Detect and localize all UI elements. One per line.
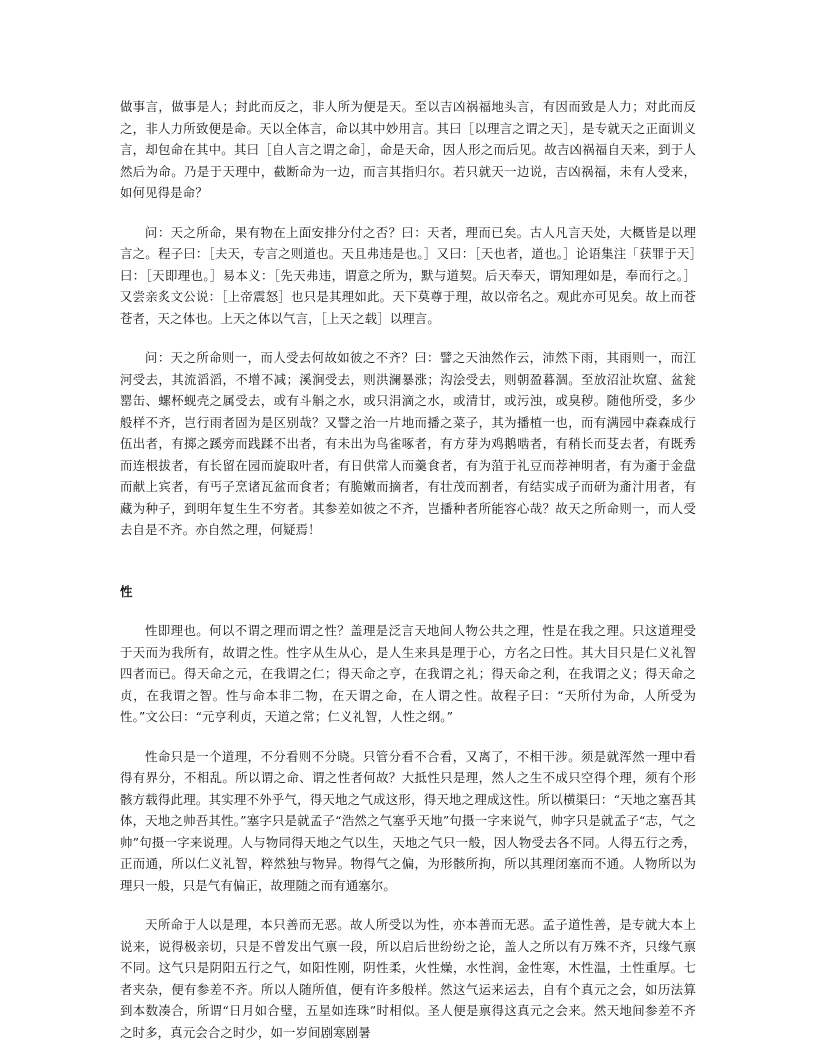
paragraph: 性命只是一个道理，不分看则不分晓。只管分看不合看，又离了，不相干涉。须是就浑然一理中看得有界分，不相乱。所以谓之命、谓之性者何故？大抵性只是理，然人之生不成只空得个理，须有个形骸方载得此理。其实理不外乎气，得天地之气成这形，得天地之理成这性。所以横渠曰：“天地之塞吾其体，天地之帅吾其性。”塞字只是就孟子“浩然之气塞乎天地”句摄一字来说气，帅字只是就孟子“志，气之帅”句摄一字来说理。人与物同得天地之气以生，天地之气只一般，因人物受去各不同。人得五行之秀，正而通，所以仁义礼智，粹然独与物异。物得气之偏，为形骸所拘，所以其理闭塞而不通。人物所以为理只一般，只是气有偏正，故理随之而有通塞尔。: [120, 748, 696, 893]
paragraph-spacer: [120, 329, 696, 347]
paragraph: 问：天之所命，果有物在上面安排分付之否？曰：天者，理而已矣。古人凡言天处，大概皆是以理言之。程子曰：［夫天，专言之则道也。天且弗违是也。］又曰：［天也者，道也。］论语集注「获罪于天］曰：［天即理也。］易本义：［先天弗违，谓意之所为，默与道契。后天奉天，谓知理如是，奉而行之。］又尝亲炙文公说：［上帝震怒］也只是其理如此。天下莫尊于理，故以帝名之。观此亦可见矣。故上而苍苍者，天之体也。上天之体以气言，［上天之载］以理言。: [120, 224, 696, 326]
paragraph: 天所命于人以是理，本只善而无恶。故人所受以为性，亦本善而无恶。孟子道性善，是专就大本上说来，说得极亲切，只是不曾发出气禀一段，所以启后世纷纷之论，盖人之所以有万殊不齐，只缘气禀不同。这气只是阴阳五行之气，如阳性刚，阴性柔，火性燥，水性润，金性寒，木性温，土性重厚。七者夹杂，便有参差不齐。所以人随所值，便有许多般样。然这气运来运去，自有个真元之会，如历法算到本数凑合，所谓“日月如合璧，五星如连珠”时相似。圣人便是禀得这真元之会来。然天地间参差不齐之时多，真元会合之时少，如一岁间剧寒剧暑: [120, 917, 696, 1040]
document-page: [120, 96, 696, 1043]
paragraph-spacer: [120, 896, 696, 914]
paragraph-spacer: [120, 728, 696, 746]
paragraph: 性即理也。何以不谓之理而谓之性？盖理是泛言天地间人物公共之理，性是在我之理。只这道理受于天而为我所有，故谓之性。性字从生从心，是人生来具是理于心，方名之曰性。其大目只是仁义礼智四者而已。得天命之元，在我谓之仁；得天命之亨，在我谓之礼；得天命之利，在我谓之义；得天命之贞，在我谓之智。性与命本非二物，在天谓之命，在人谓之性。故程子曰：“天所付为命，人所受为性。”文公曰：“元亨利贞，天道之常；仁义礼智，人性之纲。”: [120, 623, 696, 724]
section-spacer: [120, 541, 696, 581]
section-title: 性: [120, 583, 133, 599]
paragraph: 问：天之所命则一，而人受去何故如彼之不齐？曰：譬之天油然作云，沛然下雨，其雨则一，而江河受去，其流滔滔，不增不减；溪涧受去，则洪澜暴涨；沟浍受去，则朝盈暮涸。至放沼沚坎窟、盆瓮罂缶、螺杯蚬壳之属受去，或有斗斛之水，或只涓滴之水，或清甘，或污浊，或臭秽。随他所受，多少般样不齐，岂行雨者固为是区别哉？又譬之治一片地而播之菜子，其为播植一也，而有满园中森森成行伍出者，有掷之蹊旁而践蹂不出者，有未出为鸟雀啄者，有方芽为鸡鹅啮者，有稍长而芟去者，有既秀而连根拔者，有长留在园而旋取叶者，有日供常人而羹食者，有为菹于礼豆而荐神明者，有为齑于金盘而献上宾者，有丐子烹诸瓦盆而食者；有脆嫩而摘者，有壮茂而割者，有结实成子而研为齑汁用者，有藏为种子，到明年复生生不穷者。其参差如彼之不齐，岂播种者所能容心哉？故天之所命则一，而人受去自是不齐。亦自然之理，何疑焉！: [120, 350, 696, 537]
paragraph: 做事言，做事是人；封此而反之，非人所为便是天。至以吉凶祸福地头言，有因而致是人力；对此而反之，非人力所致便是命。天以全体言，命以其中妙用言。其曰［以理言之谓之天］，是专就天之正面训义言，却包命在其中。其曰［自人言之谓之命］，命是天命，因人形之而后见。故吉凶祸福自天来，到于人然后为命。乃是于天理中，截断命为一边，而言其指归尔。若只就天一边说，吉凶祸福，未有人受来，如何见得是命？: [120, 99, 696, 200]
paragraph-spacer: [120, 204, 696, 222]
paragraph-spacer: [120, 602, 696, 620]
